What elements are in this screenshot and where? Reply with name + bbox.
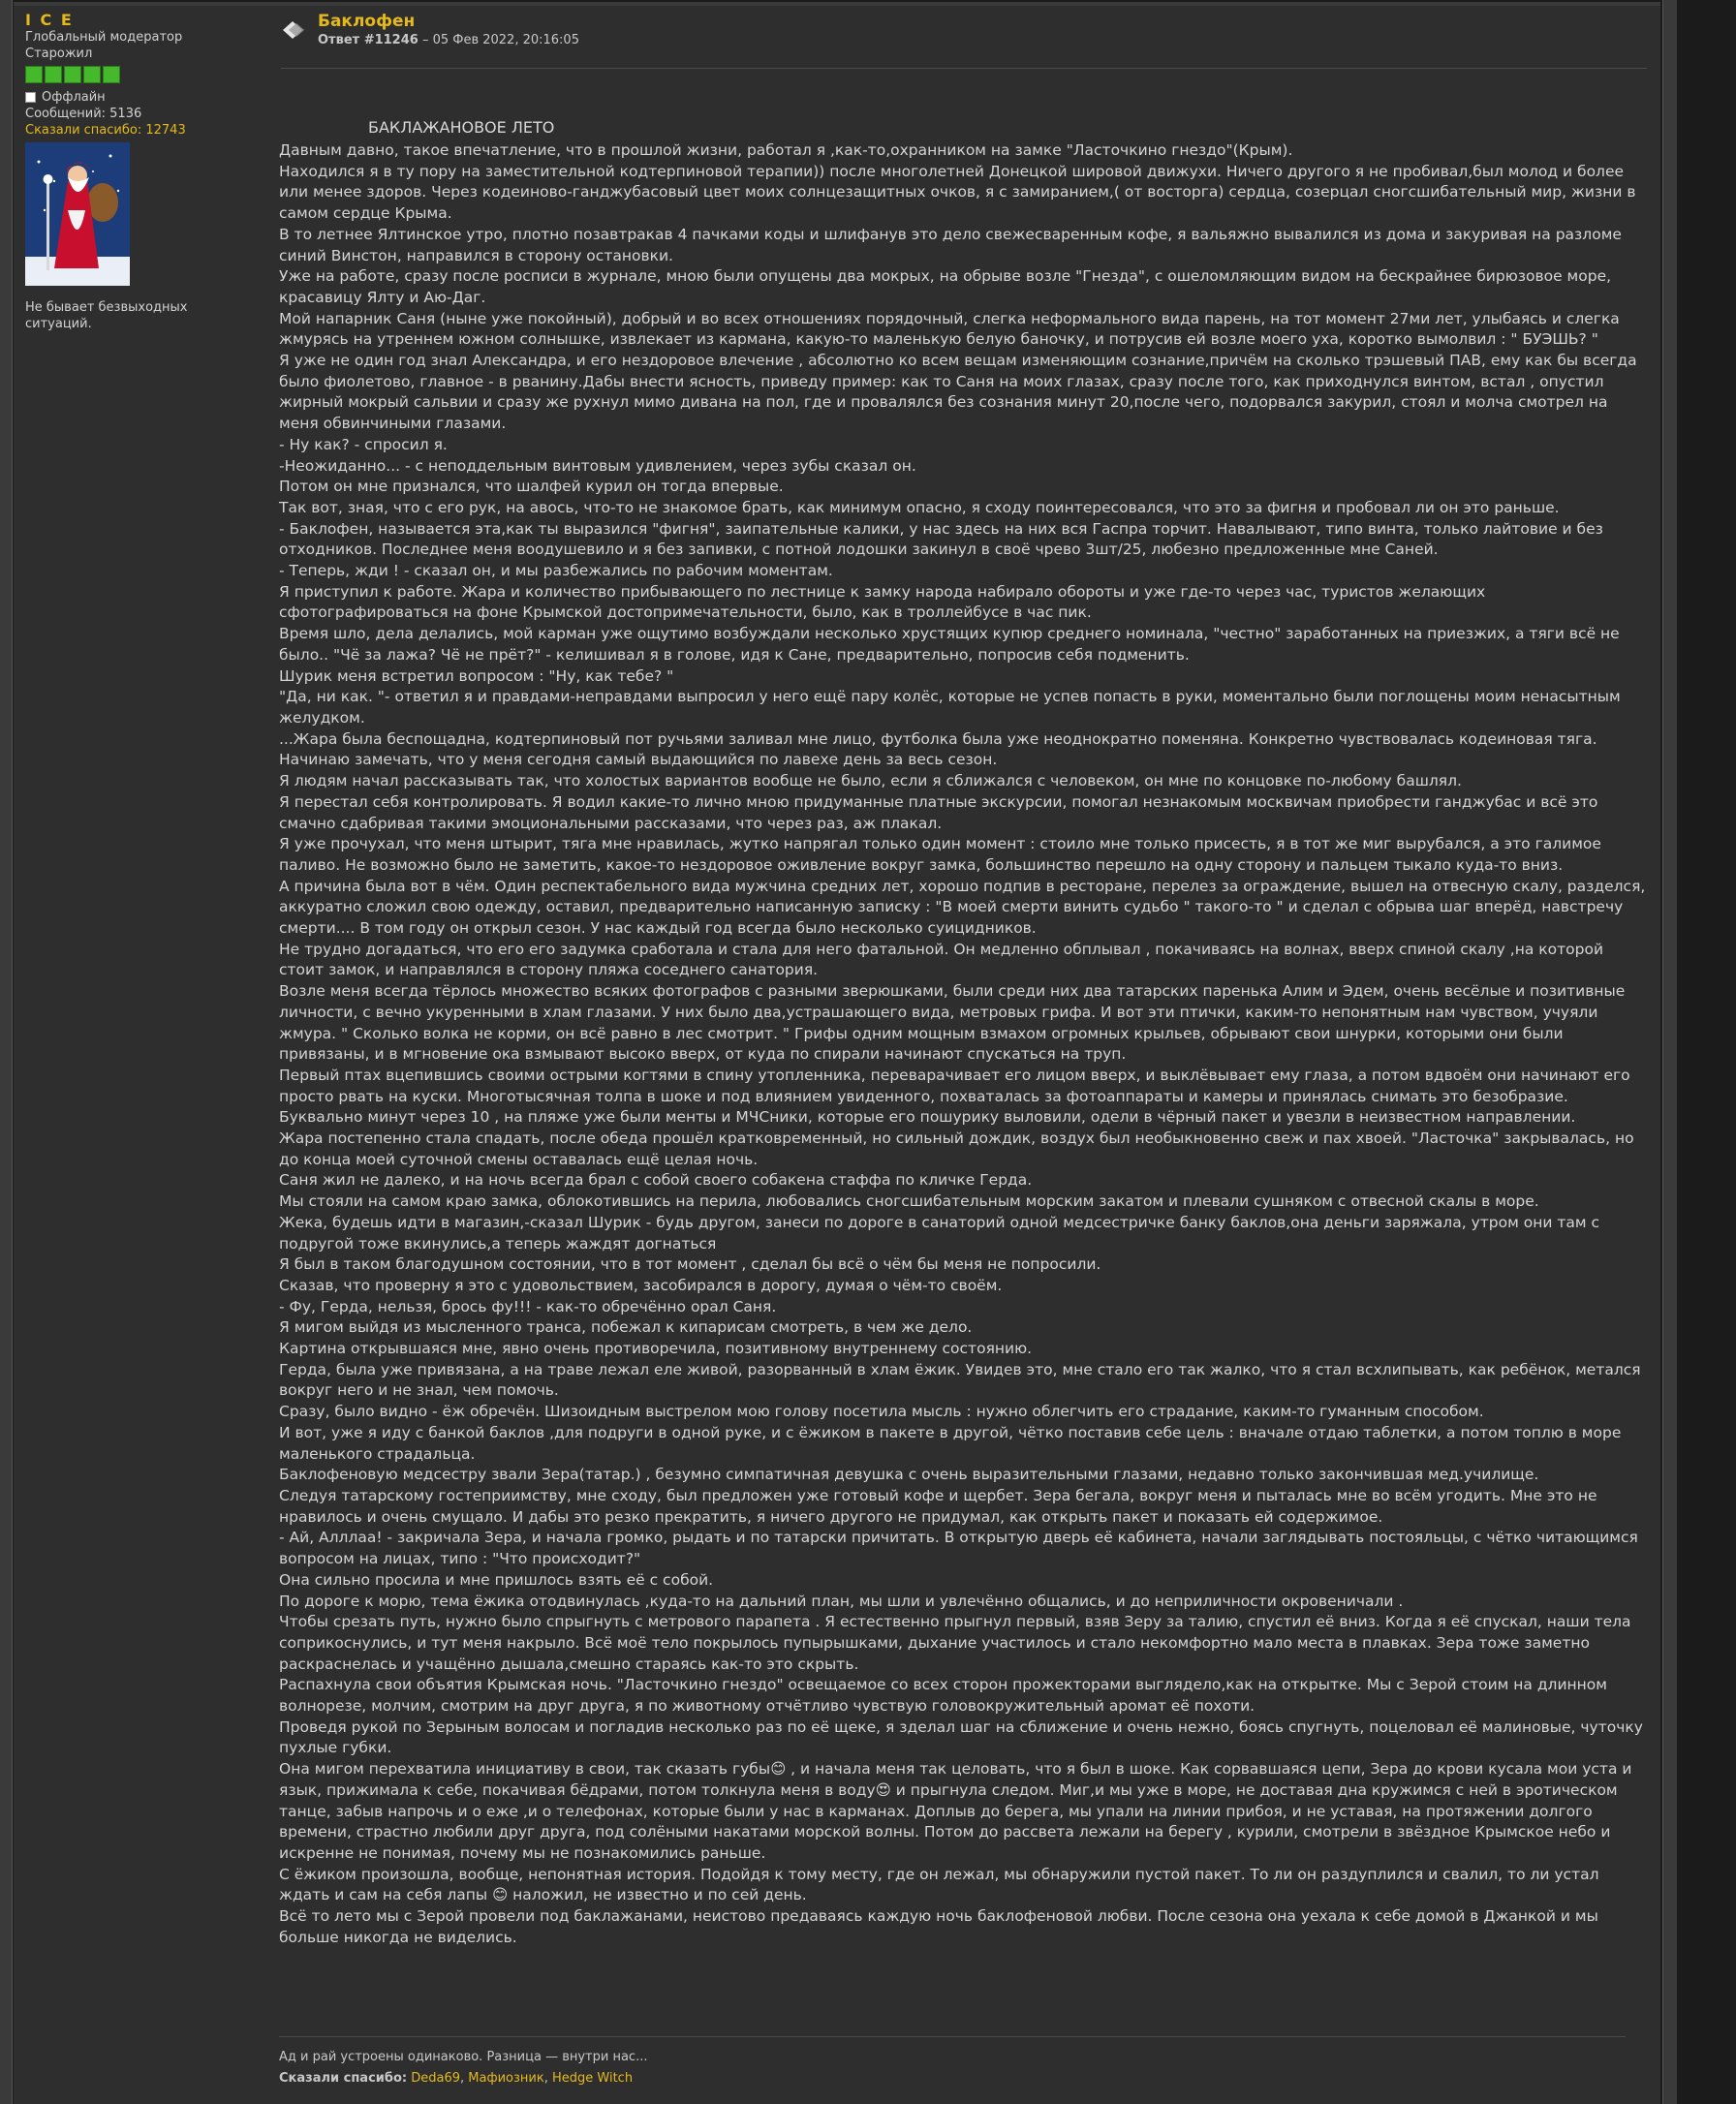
post-paragraph: Я был в таком благодушном состоянии, что в тот момент , сделал бы всё о чём бы меня не попросили. <box>279 1255 1101 1274</box>
rank-star-icon <box>83 66 101 83</box>
post-paragraph: С ёжиком произошла, вообще, непонятная история. Подойдя к тому месту, где он лежал, мы обнаружили пустой пакет. То ли он раздуплился и свалил, то ли устал ждать и сам на себя лапы 😊 наложил, не известно и по сей день. <box>279 1865 1599 1904</box>
user-rank: Старожил <box>25 46 93 61</box>
post-paragraph: Сразу, было видно - ёж обречён. Шизоидным выстрелом мою голову посетила мысль : нужно облегчить его страдание, каким-то гуманным способом. <box>279 1403 1484 1421</box>
post-paragraph: Герда, была уже привязана, а на траве лежал еле живой, разорванный в хлам ёжик. Увидев это, мне стало его так жалко, что я стал всхлипывать, как ребёнок, метался вокруг него и не знал, чем помочь. <box>279 1360 1641 1400</box>
post-paragraph: И вот, уже я иду с банкой баклов ,для подруги в одной руке, и с ёжиком в пакете в другой, чётко поставив себе цель : вначале отдаю таблетки, а потом топлю в море маленького страдальца. <box>279 1423 1622 1463</box>
rank-star-icon <box>45 66 62 83</box>
post-paragraph: Находился я в ту пору на заместительной кодтерпиновой терапии)) после многолетней Донецкой шировой движухи. Ничего другого я не пробивал,был молод и более или менее здоров. Через кодеиново-ганджубасовый цвет моих солнцезащитных очков, я с замиранием,( от восторга) сердца, созерцал сногсшибательный мир, жизни в самом сердце Крыма. <box>279 162 1636 223</box>
post-paragraph: Давным давно, такое впечатление, что в прошлой жизни, работал я ,как-то,охранником на замке "Ласточкино гнездо"(Крым). <box>279 141 1293 159</box>
post-paragraph: Так вот, зная, что с его рук, на авось, что-то не знакомое брать, как минимум опасно, я сходу поинтересовался, что это за фигня и пробовал ли он это раньше. <box>279 498 1560 516</box>
user-profile-panel <box>25 12 248 332</box>
post-paragraph: Распахнула свои объятия Крымская ночь. "Ласточкино гнездо" освещаемое со всех сторон прожекторами выглядело,как на открытке. Мы с Зерой стоим на длинном волнорезе, молчим, смотрим на друг друга, я по животному отчётливо чувствую головокружительный аромат её похоти. <box>279 1676 1607 1716</box>
post-paragraph: Сказав, что проверну я это с удовольствием, засобирался в дорогу, думая о чём-то своём. <box>279 1276 1003 1294</box>
post-diamond-icon <box>281 19 306 41</box>
username-link[interactable]: I C E <box>25 11 74 29</box>
post-meta <box>318 33 579 47</box>
post-paragraph: Я уже не один год знал Александра, и его нездоровое влечение , абсолютно ко всем вещам изменяющим сознание,причём на сколько трэшевый ПАВ, ему как бы всегда было фиолетово, главное - в рванину.Дабы внести ясность, приведу пример: как то Саня на моих глазах, сразу после того, как приходнулся винтом, встал , опустил жирный мокрый сальвии и сразу же рухнул мимо дивана на пол, где и провалялся без сознания минут 20,после чего, подорвался закурил, стоял и молча смотрел на меня обвинчиными глазами. <box>279 352 1637 433</box>
post-paragraph: Баклофеновую медсестру звали Зера(татар.) , безумно симпатичная девушка с очень выразительными глазами, недавно только закончившая мед.училище. <box>279 1466 1539 1484</box>
post-paragraph: Картина открывшаяся мне, явно очень противоречила, позитивному внутреннему состоянию. <box>279 1340 1033 1358</box>
post-paragraph: Я перестал себя контролировать. Я водил какие-то лично мною придуманные платные экскурсии, помогал незнакомым москвичам приобрести ганджубас и всё это смачно сдабривая такими эмоциональными рассказами, что через раз, аж плакал. <box>279 792 1598 832</box>
online-status <box>25 89 248 106</box>
reply-number-link[interactable]: Ответ #11246 <box>318 33 418 47</box>
page-frame-left <box>0 0 13 2104</box>
signature-divider <box>279 2036 1626 2037</box>
post-paragraph: - Баклофен, называется эта,как ты выразился "фигня", заипательные калики, у нас здесь на них вся Гаспра торчит. Навалывают, типо винта, только лайтовие и без отходников. Последнее меня воодушевило и я без запивки, с потной лодошки закинул в своё чрево 3шт/25, любезно предложенные мне Саней. <box>279 519 1603 559</box>
user-role: Глобальный модератор <box>25 30 183 45</box>
post-paragraph: - Ай, Алллаа! - закричала Зера, и начала громко, рыдать и по татарски причитать. В открытую дверь её кабинета, начали заглядывать постояльцы, с чётко читающимся вопросом на лицах, типо : "Что происходит?" <box>279 1529 1638 1568</box>
post-paragraph: ...Жара была беспощадна, кодтерпиновый пот ручьями заливал мне лицо, футболка была уже неоднократно поменяна. Конкретно чувствовалась кодеиновая тяга. <box>279 729 1597 748</box>
post-paragraph: Саня жил не далеко, и на ночь всегда брал с собой своего собакена стаффа по кличке Герда. <box>279 1171 1033 1190</box>
post-title-link[interactable]: Баклофен <box>318 12 416 31</box>
post-paragraph: Возле меня всегда тёрлось множество всяких фотографов с разными зверюшками, были среди них два татарских паренька Алим и Эдем, очень весёлые и позитивные личности, с вечно укуренными в хлам глазами. У них было два,устрашающего вида, метровых грифа. И вот эти птички, каким-то непонятным нам чувством, учуяли жмура. " Сколько волка не корми, он всё равно в лес смотрит. " Грифы одним мощным взмахом огромных крыльев, обрывают свои шнурки, которыми они были привязаны, и в мгновение ока взмывают высоко вверх, от куда по спирали начинают спускаться на труп. <box>279 982 1626 1064</box>
user-motto: Не бывает безвыходных ситуаций. <box>25 300 188 331</box>
post-paragraph: Время шло, дела делались, мой карман уже ощутимо возбуждали несколько хрустящих купюр среднего номинала, "честно" заработанных на приезжих, а тяги всё не было.. "Чё за лажа? Чё не прёт?" - келишивал я в голове, идя к Сане, предварительно, попросив себя подменить. <box>279 625 1620 664</box>
post-header <box>281 12 1647 69</box>
post-paragraph: - Фу, Герда, нельзя, брось фу!!! - как-то обречённо орал Саня. <box>279 1297 777 1315</box>
post-paragraph: В то летнее Ялтинское утро, плотно позавтракав 4 пачками коды и шлифанув это дело свежесваренным кофе, я вальяжно вывалился из дома и закуривая на разломе синий Винстон, направился в сторону остановки. <box>279 225 1622 264</box>
rank-star-icon <box>64 66 81 83</box>
post-paragraph: Шурик меня встретил вопросом : "Ну, как тебе? " <box>279 666 674 685</box>
post-paragraph: По дороге к морю, тема ёжика отодвинулась ,куда-то на дальний план, мы шли и увлечённо общались, и до неприличности окровеничали . <box>279 1592 1404 1610</box>
story-title: БАКЛАЖАНОВОЕ ЛЕТО <box>368 118 555 137</box>
post-paragraph: Я приступил к работе. Жара и количество прибывающего по лестнице к замку народа набирало обороты и уже где-то через час, туристов желающих сфотографироваться на фоне Крымской достопримечательности, было, как в троллейбусе в час пик. <box>279 582 1486 622</box>
post-paragraph: "Да, ни как. "- ответил я и правдами-неправдами выпросил у него ещё пару колёс, которые не успев попасть в руки, моментально были поглощены моим ненасытным желудком. <box>279 688 1621 727</box>
post-paragraph: - Ну как? - спросил я. <box>279 435 448 453</box>
post-paragraph: Начинаю замечать, что у меня сегодня самый выдающийся по лавехе день за весь сезон. <box>279 751 998 769</box>
post-paragraph: - Теперь, жди ! - сказал он, и мы разбежались по рабочим моментам. <box>279 562 833 580</box>
message-count: Сообщений: 5136 <box>25 107 142 121</box>
rank-star-icon <box>25 66 43 83</box>
post-paragraph: Мы стояли на самом краю замка, облокотившись на перила, любовались сногсшибательным морским закатом и плевали сушняком с отвесной скалы в море. <box>279 1192 1539 1211</box>
post-paragraph: Я мигом выйдя из мысленного транса, побежал к кипарисам смотреть, в чем же дело. <box>279 1318 973 1337</box>
post-paragraph: Следуя татарскому гостеприимству, мне сходу, был предложен уже готовый кофе и щербет. Зера бегала, вокруг меня и пыталась мне во всём угодить. Мне это не нравилось и очень смущало. И дабы это резко прекратить, я ничего другого не придумал, как открыть пакет и показать ей содержимое. <box>279 1487 1597 1526</box>
offline-indicator-icon <box>25 92 36 103</box>
post-paragraph: А причина была вот в чём. Один респектабельного вида мужчина средних лет, хорошо подпив в ресторане, перелез за ограждение, вышел на отвесную скалу, разделся, аккуратно сложил свою одежду, оставил, предварительно написанную записку : "В моей смерти винить судьбо " такого-то " и сделал с обрыва шаг вперёд, навстречу смерти.... В том году он открыл сезон. У нас каждый год всегда было несколько суицидников. <box>279 877 1646 938</box>
avatar <box>25 142 130 286</box>
post-paragraph: Проведя рукой по Зерыным волосам и погладив несколько раз по её щеке, я зделал шаг на сближение и очень нежно, боясь спугнуть, поцеловал её малиновые, чуточку пухлые губки. <box>279 1717 1643 1757</box>
thanks-user-link[interactable]: Deda69 <box>411 2071 461 2086</box>
thanks-count: Сказали спасибо: 12743 <box>25 123 186 138</box>
thanks-list: Сказали спасибо: Deda69, Мафиозник, Hedge Witch <box>279 2071 634 2086</box>
post-paragraph: Жека, будешь идти в магазин,-сказал Шурик - будь другом, занеси по дороге в санаторий одной медсестричке банку баклов,она деньги заряжала, утром они там с подругой тоже вкинулись,а теперь жаждят догнаться <box>279 1213 1600 1253</box>
thanks-label: Сказали спасибо: <box>279 2071 408 2086</box>
post-paragraph: Уже на работе, сразу после росписи в журнале, мною были опущены два мокрых, на обрыве возле "Гнезда", с ошеломляющим видом на бескрайнее бирюзовое море, красавицу Ялту и Аю-Даг. <box>279 267 1612 306</box>
post-paragraph: Она мигом перехватила инициативу в свои, так сказать губы😊 , и начала меня так целовать, что я был в шоке. Как сорвавшаяся цепи, Зера до крови кусала мои уста и язык, прижимала к себе, покачивая бёдрами, потом толкнула меня в воду😍 и прыгнула следом. Миг,и мы уже в море, не доставая дна кружимся с ней в эротическом танце, забыв напрочь и о еже ,и о телефонах, которые были у нас в карманах. Доплыв до берега, мы упали на линии прибоя, и не уставая, на протяжении долгого времени, страстно любили друг друга, под солёными накатами морской волны. Потом до рассвета лежали на берегу , курили, смотрели в звёздное Крымское небо и искренне не понимая, почему мы не познакомились раньше. <box>279 1760 1632 1862</box>
post-paragraph: -Неожиданно... - с неподдельным винтовым удивлением, через зубы сказал он. <box>279 456 916 475</box>
page-frame-right <box>1662 0 1677 2104</box>
user-signature: Ад и рай устроены одинаково. Разница — внутри нас... <box>279 2050 648 2064</box>
post-paragraph: Она сильно просила и мне пришлось взять её с собой. <box>279 1570 714 1589</box>
post-paragraph: Я людям начал рассказывать так, что холостых вариантов вообще не было, если я сближался с человеком, он мне по концовке по-любому башлял. <box>279 772 1462 790</box>
post-paragraph: Потом он мне признался, что шалфей курил он тогда впервые. <box>279 478 784 496</box>
thanks-user-link[interactable]: Мафиозник <box>468 2071 544 2086</box>
post-paragraph: Я уже прочухал, что меня штырит, тяга мне нравилась, жутко напрягал только один момент : стоило мне только присесть, я в тот же миг вырубался, а это галимое паливо. Не возможно было не заметить, какое-то нездоровое оживление вокруг замка, большинство перешло на одну сторону и пальцем тыкало куда-то вниз. <box>279 835 1601 874</box>
post-paragraph: Чтобы срезать путь, нужно было спрыгнуть с метрового парапета . Я естественно прыгнул первый, взяв Зеру за талию, спустил её вниз. Когда я её спускал, наши тела соприкоснулись, и тут меня накрыло. Всё моё тело покрылось пупырышками, дыхание участилось и стало некомфортно мало места в плавках. Зера тоже заметно раскраснелась и учащённо дышала,смешно стараясь как-то это скрыть. <box>279 1613 1631 1673</box>
post-paragraph: Первый птах вцепившись своими острыми когтями в спину утопленника, переварачивает его лицом вверх, и выклёвывает ему глаза, а потом вдвоём они начинают его просто рвать на куски. Многотысячная толпа в шоке и под влиянием увиденного, похваталась за фотоаппараты и камеры и принялась снимать это безобразие. Буквально минут через 10 , на пляже уже были менты и МЧСники, которые его пошурику выловили, одели в чёрный пакет и увезли в неизвестном направлении. <box>279 1066 1630 1127</box>
rating-stars <box>25 66 248 83</box>
online-status-label: Оффлайн <box>42 90 106 105</box>
post-paragraph: Всё то лето мы с Зерой провели под баклажанами, неистово предаваясь каждую ночь баклофеновой любви. После сезона она уехала к себе домой в Джанкой и мы больше никогда не виделись. <box>279 1907 1598 1946</box>
post-date: – 05 Фев 2022, 20:16:05 <box>418 33 579 47</box>
post-paragraph: Не трудно догадаться, что его его задумка сработала и стала для него фатальной. Он медленно обплывал , покачиваясь на волнах, вверх спиной скалу ,на которой стоит замок, и направлялся в сторону пляжа соседнего санатория. <box>279 940 1604 979</box>
post-body <box>279 140 1651 1948</box>
rank-star-icon <box>103 66 120 83</box>
post-paragraph: Жара постепенно стала спадать, после обеда прошёл кратковременный, но сильный дождик, воздух был необыкновенно свеж и пах хвоей. "Ласточка" закрывалась, но до конца моей суточной смены оставалась ещё целая ночь. <box>279 1129 1634 1168</box>
thanks-user-link[interactable]: Hedge Witch <box>551 2071 634 2086</box>
post-paragraph: Мой напарник Саня (ныне уже покойный), добрый и во всех отношениях порядочный, слегка неформального вида парень, на тот момент 27ми лет, улыбаясь и слегка жмурясь на утреннем южном солнышке, извлекает из кармана, какую-то маленькую белую баночку, и потрусив ей возле моего уха, коротко вымолвил : " БУЭШЬ? " <box>279 309 1620 349</box>
